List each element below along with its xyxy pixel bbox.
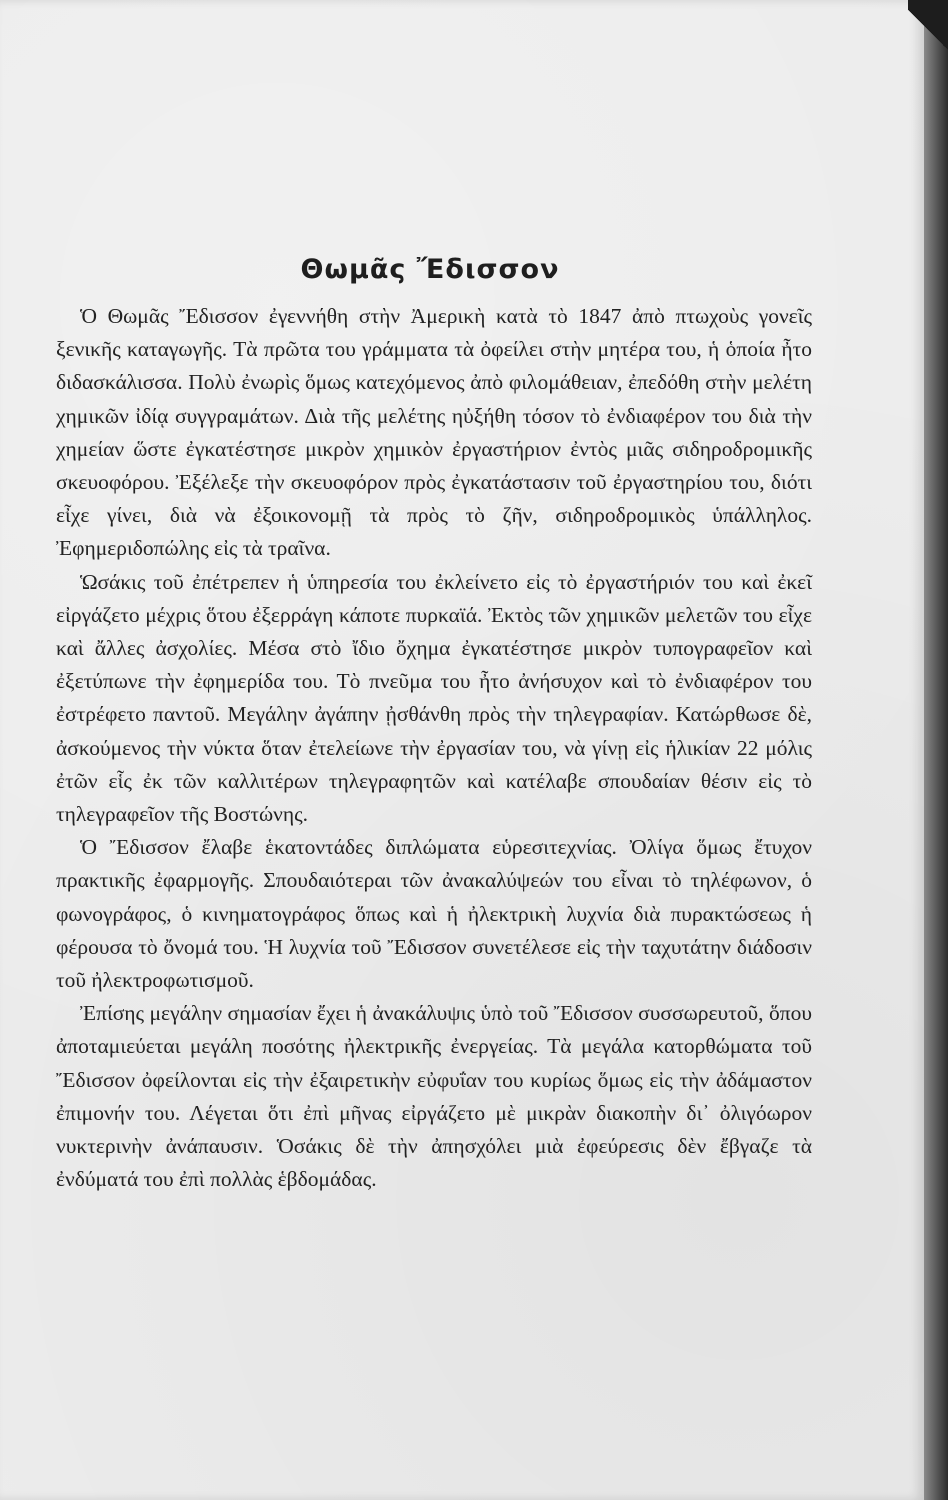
page-corner-fold	[908, 0, 948, 60]
paragraph-2: Ὡσάκις τοῦ ἐπέτρεπεν ἡ ὑπηρεσία του ἐκλείνετο εἰς τὸ ἐργαστήριόν του καὶ ἐκεῖ εἰργάζετο μέχρις ὅτου ἐξερράγη κάποτε πυρκαϊά. Ἐκτὸς τῶν χημικῶν μελετῶν του εἶχε καὶ ἄλλες ἀσχολίες. Μέσα στὸ ἴδιο ὄχημα ἐγκατέστησε μικρὸν τυπογραφεῖον καὶ ἐξετύπωνε τὴν ἐφημερίδα του. Τὸ πνεῦμα του ἦτο ἀνήσυχον καὶ τὸ ἐνδιαφέρον του ἐστρέφετο παντοῦ. Μεγάλην ἀγάπην ᾐσθάνθη πρὸς τὴν τηλεγραφίαν. Κατώρθωσε δὲ, ἀσκούμενος τὴν νύκτα ὅταν ἐτελείωνε τὴν ἐργασίαν του, νὰ γίνῃ εἰς ἡλικίαν 22 μόλις ἐτῶν εἷς ἐκ τῶν καλλιτέρων τηλεγραφητῶν καὶ κατέλαβε σπουδαίαν θέσιν εἰς τὸ τηλεγραφεῖον τῆς Βοστώνης.	[56, 569, 812, 827]
paragraph-4: Ἐπίσης μεγάλην σημασίαν ἔχει ἡ ἀνακάλυψις ὑπὸ τοῦ Ἔδισσον συσσωρευτοῦ, ὅπου ἀποταμιεύεται μεγάλη ποσότης ἠλεκτρικῆς ἐνεργείας. Τὰ μεγάλα κατορθώματα τοῦ Ἔδισσον ὀφείλονται εἰς τὴν ἐξαιρετικὴν εὐφυΐαν του κυρίως ὅμως εἰς τὴν ἀδάμαστον ἐπιμονήν του. Λέγεται ὅτι ἐπὶ μῆνας εἰργάζετο μὲ μικρὰν διακοπὴν δι᾿ ὀλιγόωρον νυκτερινὴν ἀνάπαυσιν. Ὁσάκις δὲ τὴν ἀπησχόλει μιὰ ἐφεύρεσις δὲν ἔβγαζε τὰ ἐνδύματά του ἐπὶ πολλὰς ἑβδομάδας.	[56, 1001, 812, 1192]
paragraph-3: Ὁ Ἔδισσον ἔλαβε ἑκατοντάδες διπλώματα εὑρεσιτεχνίας. Ὀλίγα ὅμως ἔτυχον πρακτικῆς ἐφαρμογῆς. Σπουδαιότεραι τῶν ἀνακαλύψεών του εἶναι τὸ τηλέφωνον, ὁ φωνογράφος, ὁ κινηματογράφος ὅπως καὶ ἡ ἠλεκτρικὴ λυχνία διὰ πυρακτώσεως ἡ φέρουσα τὸ ὄνομά του. Ἡ λυχνία τοῦ Ἔδισσον συνετέλεσε εἰς τὴν ταχυτάτην διάδοσιν τοῦ ἠλεκτροφωτισμοῦ.	[56, 835, 812, 993]
page-edge-shadow	[924, 0, 948, 1500]
page-title: Θωμᾶς Ἔδισσον	[300, 254, 560, 286]
article-body	[56, 300, 812, 1196]
paragraph-1: Ὁ Θωμᾶς Ἔδισσον ἐγεννήθη στὴν Ἀμερικὴ κατὰ τὸ 1847 ἀπὸ πτωχοὺς γονεῖς ξενικῆς καταγωγῆς. Τὰ πρῶτα του γράμματα τὰ ὀφείλει στὴν μητέρα του, ἡ ὁποία ἦτο διδασκάλισσα. Πολὺ ἐνωρὶς ὅμως κατεχόμενος ἀπὸ φιλομάθειαν, ἐπεδόθη στὴν μελέτη χημικῶν ἰδίᾳ συγγραμάτων. Διὰ τῆς μελέτης ηὐξήθη τόσον τὸ ἐνδιαφέρον του διὰ τὴν χημείαν ὥστε ἐγκατέστησε μικρὸν χημικὸν ἐργαστήριον ἐντὸς μιᾶς σιδηροδρομικῆς σκευοφόρου. Ἐξέλεξε τὴν σκευοφόρον πρὸς ἐγκατάστασιν τοῦ ἐργαστηρίου του, διότι εἶχε γίνει, διὰ νὰ ἐξοικονομῇ τὰ πρὸς τὸ ζῆν, σιδηροδρομικὸς ὑπάλληλος. Ἐφημεριδοπώλης εἰς τὰ τραῖνα.	[56, 304, 812, 561]
